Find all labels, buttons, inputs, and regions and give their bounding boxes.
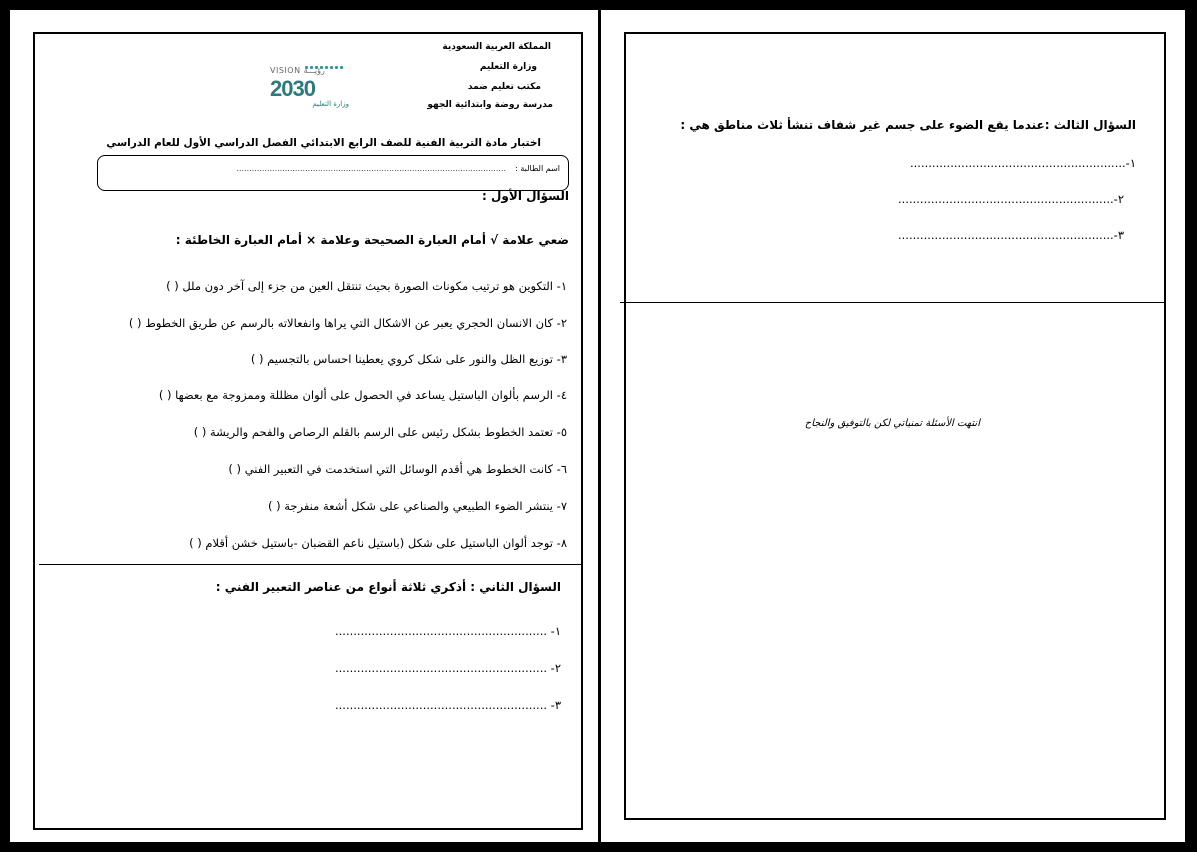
logo-year: 2030: [270, 76, 315, 101]
q2-answer-3[interactable]: ٣- ..........................................................: [334, 698, 561, 712]
q2-answer-2[interactable]: ٢- ..........................................................: [334, 661, 561, 675]
q3-answer-3[interactable]: ٣-...........................................................: [897, 228, 1124, 242]
header-kingdom: المملكة العربية السعودية: [442, 42, 551, 52]
q1-statement-5: ٥- تعتمد الخطوط بشكل رئيس على الرسم بالقلم الرصاص والفحم والريشة ( ): [193, 425, 567, 439]
logo-vision-text: VISION رؤيـــة: [270, 66, 325, 75]
q1-statement-4: ٤- الرسم بألوان الباستيل يساعد في الحصول على ألوان مظللة وممزوجة مع بعضها ( ): [158, 388, 567, 402]
closing-message: انتهت الأسئلة تمنياتي لكن بالتوفيق والنجاح: [804, 418, 980, 429]
q1-statement-3: ٣- توزيع الظل والنور على شكل كروي يعطينا احساس بالتجسيم ( ): [250, 352, 567, 366]
student-name-box[interactable]: [97, 155, 569, 191]
page-border-left: [33, 32, 583, 830]
q3-answer-2[interactable]: ٢-...........................................................: [897, 192, 1124, 206]
section-divider-left: [39, 564, 581, 565]
exam-page-right: [601, 10, 1185, 842]
section-divider-right: [620, 302, 1164, 303]
q3-title: السؤال الثالث :عندما يقع الضوء على جسم غير شفاف تنشأ ثلاث مناطق هي :: [680, 118, 1136, 132]
logo-ministry-text: وزارة التعليم: [312, 100, 349, 108]
q1-statement-7: ٧- ينتشر الضوء الطبيعي والصناعي على شكل أشعة منفرجة ( ): [267, 499, 567, 513]
vision-2030-logo: [268, 54, 353, 106]
q1-instruction: ضعي علامة √ أمام العبارة الصحيحة وعلامة × أمام العبارة الخاطئة :: [175, 233, 569, 247]
q1-statement-8: ٨- توجد ألوان الباستيل على شكل (باستيل ناعم القضبان -باستيل خشن أقلام ( ): [189, 536, 567, 550]
header-school: مدرسة روضة وابتدائية الجهو: [427, 100, 553, 110]
q1-statement-6: ٦- كانت الخطوط هي أقدم الوسائل التي استخدمت في التعبير الفني ( ): [228, 462, 567, 476]
q2-answer-1[interactable]: ١- ..........................................................: [334, 624, 561, 638]
header-office: مكتب تعليم ضمد: [467, 82, 541, 92]
page-border-right: [624, 32, 1166, 820]
q3-answer-1[interactable]: ١-...........................................................: [909, 156, 1136, 170]
exam-title: اختبار مادة التربية الفنية للصف الرابع الابتدائي الفصل الدراسي الأول للعام الدراسي: [106, 137, 541, 149]
q1-statement-1: ١- التكوين هو ترتيب مكونات الصورة بحيث تنتقل العين من جزء إلى آخر دون ملل ( ): [166, 279, 567, 293]
q1-title: السؤال الأول :: [482, 189, 569, 203]
q1-statement-2: ٢- كان الانسان الحجري يعبر عن الاشكال التي يراها وانفعالاته بالرسم عن طريق الخطوط ( ): [128, 316, 567, 330]
student-name-dots: ..........................................................................................................: [236, 164, 506, 173]
student-name-label: اسم الطالبة :: [515, 164, 560, 173]
header-ministry: وزارة التعليم: [479, 62, 537, 72]
q2-title: السؤال الثاني : أذكري ثلاثة أنواع من عناصر التعبير الفني :: [215, 580, 561, 594]
exam-page-left: [10, 10, 598, 842]
